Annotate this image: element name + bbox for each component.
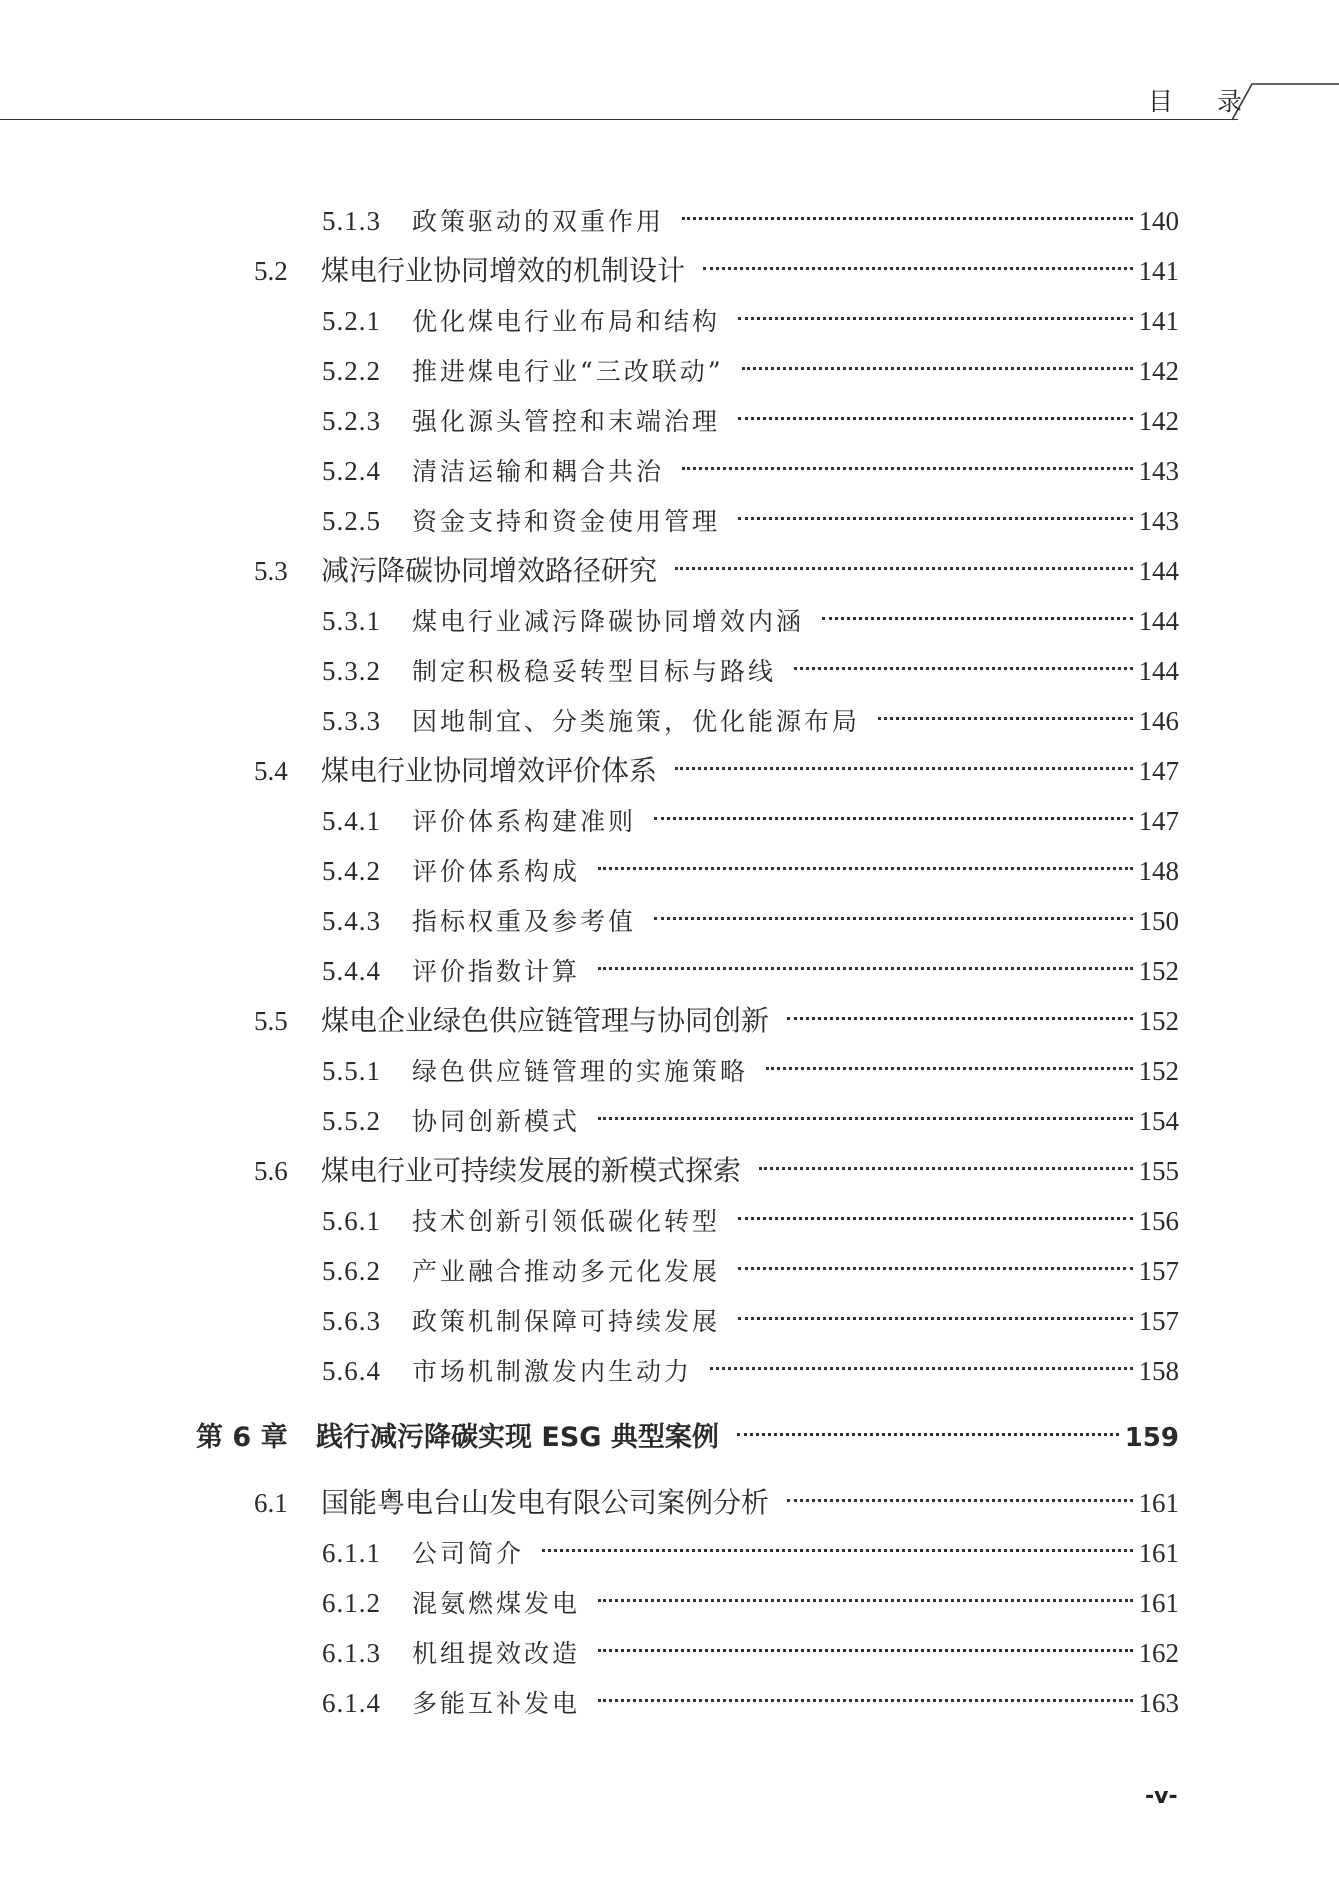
toc-entry-number: 5.2.1 [322,306,381,336]
toc-dot-leader [738,494,1132,530]
toc-dot-leader [675,744,1132,780]
toc-subsection-entry [322,794,1179,836]
toc-entry-title: 制定积极稳妥转型目标与路线 [412,657,777,686]
toc-entry-number: 5.6.2 [322,1256,381,1286]
toc-dot-leader [675,544,1132,580]
toc-entry-title: 践行减污降碳实现 ESG 典型案例 [316,1422,719,1453]
toc-section-entry [254,1476,1179,1519]
toc-subsection-entry [322,1294,1179,1336]
toc-dot-leader [598,1094,1132,1130]
toc-entry-number: 5.6.1 [322,1206,381,1236]
toc-subsection-entry [322,494,1179,536]
toc-dot-leader [737,1410,1119,1446]
toc-entry-title: 优化煤电行业布局和结构 [412,307,721,336]
toc-entry-number: 5.4.2 [322,856,381,886]
toc-dot-leader [822,594,1132,630]
toc-chapter-entry [196,1410,1179,1453]
toc-entry-page: 142 [1138,406,1179,436]
toc-entry-number: 5.3.3 [322,706,381,736]
toc-subsection-entry [322,694,1179,736]
toc-subsection-entry [322,944,1179,986]
toc-dot-leader [598,944,1132,980]
toc-entry-title: 技术创新引领低碳化转型 [412,1207,721,1236]
toc-entry-title: 产业融合推动多元化发展 [412,1257,721,1286]
toc-dot-leader [542,1526,1132,1562]
toc-entry-number: 5.5 [254,1006,288,1036]
toc-entry-page: 147 [1138,756,1179,786]
toc-entry-number: 5.3.1 [322,606,381,636]
toc-entry-page: 154 [1138,1106,1179,1136]
toc-entry-page: 161 [1138,1538,1179,1568]
toc-entry-page: 144 [1138,606,1179,636]
header-slant-decoration [1232,82,1339,122]
toc-section-entry [254,1144,1179,1187]
toc-dot-leader [710,1344,1132,1380]
toc-subsection-entry [322,1094,1179,1136]
toc-dot-leader [682,194,1132,230]
toc-subsection-entry [322,1526,1179,1568]
toc-dot-leader [878,694,1132,730]
toc-subsection-entry [322,1044,1179,1086]
toc-dot-leader [766,1044,1132,1080]
toc-entry-title: 评价体系构成 [412,857,581,886]
toc-entry-page: 140 [1138,206,1179,236]
toc-entry-page: 157 [1138,1306,1179,1336]
toc-entry-number: 6.1.4 [322,1688,381,1718]
toc-subsection-entry [322,444,1179,486]
toc-dot-leader [598,1576,1132,1612]
toc-entry-number: 5.4.3 [322,906,381,936]
toc-dot-leader [759,1144,1132,1180]
toc-entry-page: 147 [1138,806,1179,836]
toc-entry-number: 5.5.2 [322,1106,381,1136]
toc-entry-title: 混氨燃煤发电 [412,1589,581,1618]
toc-entry-number: 5.1.3 [322,206,381,236]
toc-entry-title: 协同创新模式 [412,1107,581,1136]
toc-entry-number: 6.1.3 [322,1638,381,1668]
toc-subsection-entry [322,1626,1179,1668]
toc-entry-title: 煤电行业协同增效的机制设计 [321,254,686,287]
toc-entry-page: 162 [1138,1638,1179,1668]
toc-entry-page: 152 [1138,1006,1179,1036]
toc-subsection-entry [322,344,1179,386]
toc-entry-page: 142 [1138,356,1179,386]
toc-dot-leader [794,644,1132,680]
toc-entry-page: 161 [1138,1488,1179,1518]
toc-entry-number: 5.5.1 [322,1056,381,1086]
toc-subsection-entry [322,1244,1179,1286]
toc-entry-page: 159 [1124,1423,1179,1453]
toc-dot-leader [703,244,1132,280]
toc-dot-leader [742,344,1133,380]
toc-dot-leader [738,1194,1132,1230]
toc-dot-leader [787,1476,1132,1512]
toc-entry-title: 推进煤电行业“三改联动” [412,357,724,386]
toc-entry-number: 5.6.4 [322,1356,381,1386]
toc-entry-title: 国能粤电台山发电有限公司案例分析 [321,1486,770,1519]
toc-entry-page: 143 [1138,456,1179,486]
toc-entry-title: 清洁运输和耦合共治 [412,457,665,486]
toc-subsection-entry [322,394,1179,436]
toc-entry-title: 资金支持和资金使用管理 [412,507,721,536]
toc-entry-page: 141 [1138,306,1179,336]
toc-entry-page: 152 [1138,1056,1179,1086]
toc-entry-page: 146 [1138,706,1179,736]
toc-subsection-entry [322,1344,1179,1386]
toc-subsection-entry [322,644,1179,686]
toc-entry-page: 157 [1138,1256,1179,1286]
toc-entry-page: 155 [1138,1156,1179,1186]
toc-subsection-entry [322,194,1179,236]
toc-entry-title: 政策机制保障可持续发展 [412,1307,721,1336]
toc-entry-page: 144 [1138,556,1179,586]
toc-subsection-entry [322,844,1179,886]
page-header-title: 目 录 [1148,87,1260,116]
toc-entry-number: 6.1.2 [322,1588,381,1618]
toc-entry-title: 政策驱动的双重作用 [412,207,665,236]
toc-entry-title: 公司简介 [412,1539,525,1568]
toc-entry-title: 减污降碳协同增效路径研究 [321,554,658,587]
toc-entry-page: 141 [1138,256,1179,286]
toc-entry-number: 5.2.5 [322,506,381,536]
toc-entry-number: 5.6.3 [322,1306,381,1336]
toc-entry-number: 5.6 [254,1156,288,1186]
toc-entry-page: 163 [1138,1688,1179,1718]
toc-entry-title: 因地制宜、分类施策，优化能源布局 [412,707,861,736]
toc-section-entry [254,544,1179,587]
toc-dot-leader [654,894,1132,930]
header-rule [0,119,1238,120]
toc-entry-page: 152 [1138,956,1179,986]
toc-subsection-entry [322,1576,1179,1618]
toc-entry-page: 156 [1138,1206,1179,1236]
toc-entry-page: 158 [1138,1356,1179,1386]
toc-dot-leader [738,394,1132,430]
toc-entry-number: 5.4.4 [322,956,381,986]
toc-subsection-entry [322,1194,1179,1236]
toc-dot-leader [787,994,1132,1030]
toc-dot-leader [654,794,1132,830]
toc-entry-title: 绿色供应链管理的实施策略 [412,1057,749,1086]
toc-entry-title: 多能互补发电 [412,1689,581,1718]
toc-entry-number: 5.2 [254,256,288,286]
toc-section-entry [254,994,1179,1037]
toc-subsection-entry [322,294,1179,336]
toc-subsection-entry [322,894,1179,936]
toc-entry-title: 评价指数计算 [412,957,581,986]
toc-dot-leader [738,1294,1132,1330]
toc-entry-number: 6.1.1 [322,1538,381,1568]
toc-entry-title: 煤电行业减污降碳协同增效内涵 [412,607,805,636]
toc-dot-leader [598,844,1132,880]
toc-dot-leader [738,1244,1132,1280]
toc-entry-title: 强化源头管控和末端治理 [412,407,721,436]
toc-entry-page: 144 [1138,656,1179,686]
toc-subsection-entry [322,1676,1179,1718]
toc-entry-page: 148 [1138,856,1179,886]
toc-entry-title: 煤电企业绿色供应链管理与协同创新 [321,1004,770,1037]
toc-subsection-entry [322,594,1179,636]
toc-entry-number: 5.2.4 [322,456,381,486]
toc-entry-title: 煤电行业可持续发展的新模式探索 [321,1154,742,1187]
toc-section-entry [254,244,1179,287]
toc-entry-title: 指标权重及参考值 [412,907,637,936]
toc-entry-page: 161 [1138,1588,1179,1618]
toc-dot-leader [598,1676,1132,1712]
toc-dot-leader [682,444,1132,480]
toc-entry-title: 机组提效改造 [412,1639,581,1668]
toc-entry-number: 第 6 章 [196,1422,288,1453]
page-number: -v- [1145,1784,1178,1809]
toc-section-entry [254,744,1179,787]
toc-entry-number: 5.3 [254,556,288,586]
toc-entry-page: 143 [1138,506,1179,536]
toc-entry-number: 5.2.2 [322,356,381,386]
toc-entry-page: 150 [1138,906,1179,936]
toc-entry-number: 5.4.1 [322,806,381,836]
toc-entry-number: 5.2.3 [322,406,381,436]
toc-entry-number: 5.4 [254,756,288,786]
toc-dot-leader [738,294,1132,330]
toc-entry-title: 煤电行业协同增效评价体系 [321,754,658,787]
toc-dot-leader [598,1626,1132,1662]
toc-entry-number: 5.3.2 [322,656,381,686]
toc-entry-title: 评价体系构建准则 [412,807,637,836]
toc-entry-number: 6.1 [254,1488,288,1518]
toc-entry-title: 市场机制激发内生动力 [412,1357,693,1386]
